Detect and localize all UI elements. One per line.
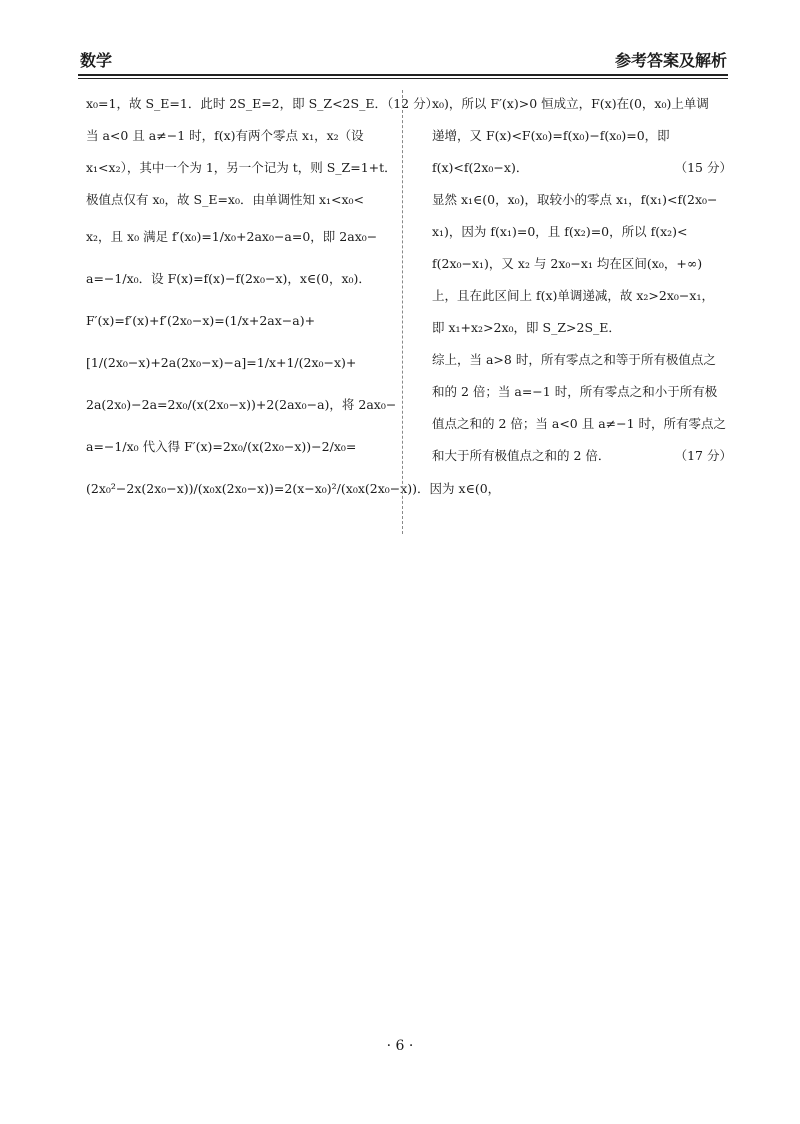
page-header [80,48,727,72]
text-line-content: f(x)<f(2x₀−x)． [432,160,529,176]
score-mark: （17 分） [674,448,732,464]
header-rule-thin [78,78,728,79]
text-line: 值点之和的 2 倍；当 a<0 且 a≠−1 时，所有零点之 [432,416,727,432]
text-line: a=−1/x₀ 代入得 F′(x)=2x₀/(x(2x₀−x))−2/x₀= [86,439,357,455]
text-line [432,440,732,472]
text-line: 即 x₁+x₂>2x₀，即 S_Z>2S_E． [432,320,621,336]
text-line: 当 a<0 且 a≠−1 时，f(x)有两个零点 x₁，x₂（设 [86,128,364,144]
text-line: 上，且在此区间上 f(x)单调递减，故 x₂>2x₀−x₁， [432,288,714,304]
text-line: 和的 2 倍；当 a=−1 时，所有零点之和小于所有极 [432,384,718,400]
page-number: · 6 · [386,1038,414,1054]
text-line: [1/(2x₀−x)+2a(2x₀−x)−a]=1/x+1/(2x₀−x)+ [86,355,357,371]
column-divider [402,90,403,534]
subject-title: 数学 [80,51,113,70]
score-mark: （15 分） [674,160,732,176]
text-line: x₁<x₂），其中一个为 1，另一个记为 t，则 S_Z=1+t． [86,160,397,176]
text-line: 综上，当 a>8 时，所有零点之和等于所有极值点之 [432,352,716,368]
text-line: x₁)，因为 f(x₁)=0，且 f(x₂)=0，所以 f(x₂)< [432,224,688,240]
text-line: a=−1/x₀．设 F(x)=f(x)−f(2x₀−x)，x∈(0，x₀)． [86,271,371,287]
text-line: x₂，且 x₀ 满足 f′(x₀)=1/x₀+2ax₀−a=0，即 2ax₀− [86,229,378,245]
left-column [86,88,501,510]
text-line: f(2x₀−x₁)，又 x₂ 与 2x₀−x₁ 均在区间(x₀，+∞) [432,256,703,272]
text-line: 2a(2x₀)−2a=2x₀/(x(2x₀−x))+2(2ax₀−a)，将 2ax₀− [86,397,397,413]
right-column [432,88,732,472]
text-line: (2x₀²−2x(2x₀−x))/(x₀x(2x₀−x))=2(x−x₀)²/(x₀x(2x₀−x))．因为 x∈(0， [86,481,501,497]
text-line: 递增，又 F(x)<F(x₀)=f(x₀)−f(x₀)=0，即 [432,128,670,144]
text-line: F′(x)=f′(x)+f′(2x₀−x)=(1/x+2ax−a)+ [86,313,316,329]
text-line: 显然 x₁∈(0，x₀)，取较小的零点 x₁，f(x₁)<f(2x₀− [432,192,718,208]
text-line [432,152,732,184]
text-line-content: 和大于所有极值点之和的 2 倍． [432,448,611,464]
text-line: 极值点仅有 x₀，故 S_E=x₀．由单调性知 x₁<x₀< [86,192,365,208]
text-line: x₀)，所以 F′(x)>0 恒成立，F(x)在(0，x₀)上单调 [432,96,709,112]
header-rule-thick [78,74,728,76]
section-title: 参考答案及解析 [614,51,727,70]
text-line: x₀=1，故 S_E=1．此时 2S_E=2，即 S_Z<2S_E．（12 分） [86,96,439,112]
